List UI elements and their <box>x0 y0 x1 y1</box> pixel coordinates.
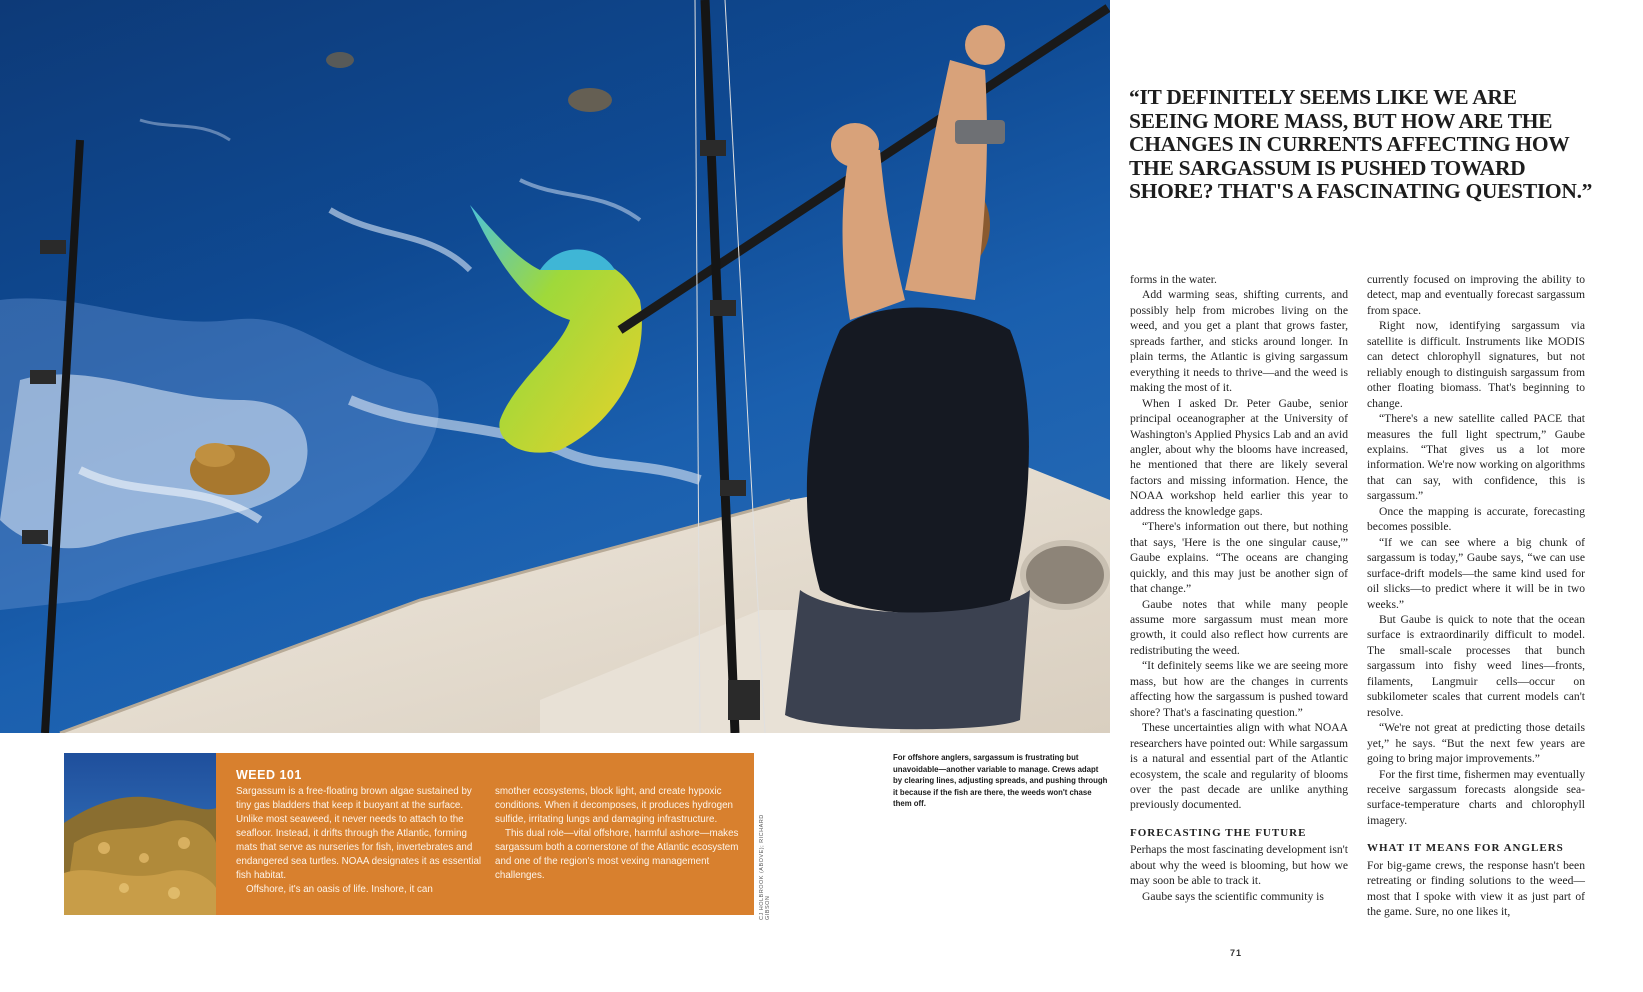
body-paragraph: forms in the water. <box>1130 273 1217 286</box>
sidebar-title: WEED 101 <box>236 768 302 782</box>
section-heading: WHAT IT MEANS FOR ANGLERS <box>1367 842 1564 855</box>
page-number: 71 <box>1230 948 1243 958</box>
sargassum-photo <box>64 753 216 915</box>
body-paragraph: When I asked Dr. Peter Gaube, senior principal oceanographer at the University of Washington's Applied Physics Lab and an avid angler, about why the blooms have increased, he mentioned that there are likely several factors and missing information. Hence, the NOAA workshop held earlier this year to address the knowledge gaps. <box>1130 396 1348 518</box>
photo-credit: CJ HOLBROOK (ABOVE); RICHARD GIBSON <box>759 814 771 920</box>
sidebar-column-2 <box>495 785 745 883</box>
photo-caption: For offshore anglers, sargassum is frustrating but unavoidable—another variable to manage. Crews adapt by clearing lines, adjusting spreads, and pushing through it because if the fish are there, the weeds won't chase them off. <box>893 753 1108 809</box>
body-column-1 <box>1130 272 1348 904</box>
body-paragraph: Gaube notes that while many people assume more sargassum must mean more growth, it could also reflect how currents are redistributing the weed. <box>1130 597 1348 657</box>
body-paragraph: “It definitely seems like we are seeing more mass, but how are the changes in currents affecting how the sargassum is pushed toward shore? That's a fascinating question.” <box>1130 659 1348 719</box>
body-paragraph: Perhaps the most fascinating development isn't about why the weed is blooming, but how we may soon be able to track it. <box>1130 843 1348 888</box>
body-paragraph: Right now, identifying sargassum via satellite is difficult. Instruments like MODIS can detect chlorophyll signatures, but not reliably enough to distinguish sargassum from other floating biomass. That's beginning to change. <box>1367 319 1585 410</box>
body-paragraph: Gaube says the scientific community is <box>1142 889 1324 903</box>
body-column-2 <box>1367 272 1585 920</box>
body-paragraph: Once the mapping is accurate, forecasting becomes possible. <box>1367 504 1585 534</box>
pull-quote: “IT DEFINITELY SEEMS LIKE WE ARE SEEING MORE MASS, BUT HOW ARE THE CHANGES IN CURRENTS AFFECTING HOW THE SARGASSUM IS PUSHED TOWARD SHORE? THAT'S A FASCINATING QUESTION.” <box>1129 85 1593 203</box>
weed-101-sidebar <box>64 753 754 915</box>
body-paragraph: “There's a new satellite called PACE that measures the full light spectrum,” Gaube explains. “That gives us a lot more information. We're now working on algorithms that can say, with confidence, this is sargassum.” <box>1367 412 1585 503</box>
sidebar-paragraph: This dual role—vital offshore, harmful ashore—makes sargassum both a cornerstone of the Atlantic ecosystem and one of the region's most vexing management challenges. <box>495 828 739 881</box>
body-paragraph: “We're not great at predicting those details yet,” he says. “But the next few years are going to bring major improvements.” <box>1367 721 1585 766</box>
sidebar-paragraph: Offshore, it's an oasis of life. Inshore, it can <box>246 884 433 895</box>
body-paragraph: For big-game crews, the response hasn't been retreating or finding solutions to the weed—most that I spoke with view it as just part of the game. Sure, no one likes it, <box>1367 858 1585 919</box>
section-heading: FORECASTING THE FUTURE <box>1130 826 1307 839</box>
sidebar-paragraph: smother ecosystems, block light, and create hypoxic conditions. When it decomposes, it produces hydrogen sulfide, irritating lungs and damaging infrastructure. <box>495 786 733 825</box>
body-paragraph: For the first time, fishermen may eventually receive sargassum forecasts alongside sea-surface-temperature charts and chlorophyll imagery. <box>1367 767 1585 827</box>
hero-photo <box>0 0 1110 733</box>
body-paragraph: These uncertainties align with what NOAA researchers have pointed out: While sargassum is a natural and essential part of the Atlantic ecosystem, the scale and regularity of blooms over the past decade are unlike anything previously documented. <box>1130 721 1348 812</box>
sidebar-paragraph: Sargassum is a free-floating brown algae sustained by tiny gas bladders that keep it buoyant at the surface. Unlike most seaweed, it never needs to attach to the seafloor. Instead, it drifts through the Atlantic, forming mats that serve as nurseries for fish, invertebrates and endangered sea turtles. NOAA designates it as essential fish habitat. <box>236 786 482 881</box>
photo-illustration <box>0 0 1110 733</box>
sidebar-column-1 <box>236 785 482 897</box>
body-paragraph: “There's information out there, but nothing that says, 'Here is the one singular cause,'” Gaube explains. “The oceans are changing quickly, and this may just be another sign of that change.” <box>1130 520 1348 596</box>
body-paragraph: But Gaube is quick to note that the ocean surface is extraordinarily difficult to model. The small-scale processes that bunch sargassum into fishy weed lines—fronts, filaments, Langmuir cells—occur on subkilometer scales that current models can't resolve. <box>1367 612 1585 719</box>
body-paragraph: “If we can see where a big chunk of sargassum is today,” Gaube says, “we can use surface-drift models—the same kind used for oil slicks—to predict where it will be in two weeks.” <box>1367 535 1585 611</box>
body-paragraph: currently focused on improving the ability to detect, map and eventually forecast sargassum from space. <box>1367 273 1585 317</box>
body-paragraph: Add warming seas, shifting currents, and possibly help from microbes living on the weed, and you get a plant that grows faster, spreads farther, and sticks around longer. In plain terms, the Atlantic is giving sargassum everything it needs to thrive—and the weed is making the most of it. <box>1130 288 1348 395</box>
